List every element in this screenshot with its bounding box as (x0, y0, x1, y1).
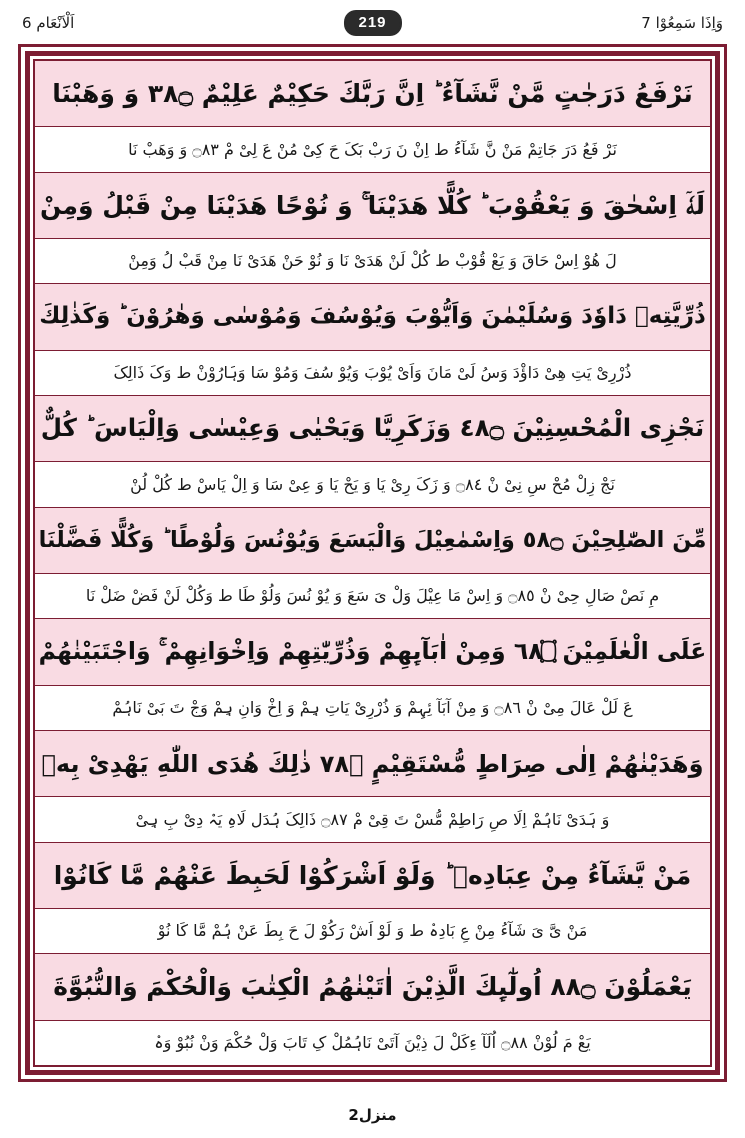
verses-container (33, 59, 712, 1067)
ayah-block (35, 61, 710, 173)
transliteration-line (35, 574, 710, 618)
arabic-text: لَهٗۤ اِسْحٰقَ وَ يَعْقُوْبَ ؕ كُلًّا هَدَيْنَا ۚ وَ نُوْحًا هَدَيْنَا مِنْ قَبْلُ وَمِنْ (39, 190, 706, 220)
arabic-text: نَجْزِى الْمُحْسِنِيْنَ ۝٨٤ وَزَكَرِيَّا وَيَحْيٰى وَعِيْسٰى وَاِلْيَاسَ ؕ كُلٌّ (40, 413, 705, 443)
arabic-line (35, 396, 710, 462)
page-number-badge: 219 (345, 12, 399, 34)
ayah-block (35, 954, 710, 1065)
ayah-block (35, 731, 710, 843)
transliteration-line (35, 909, 710, 953)
arabic-line (35, 61, 710, 127)
ayah-block (35, 508, 710, 620)
ayah-block (35, 284, 710, 396)
arabic-line (35, 843, 710, 909)
header-surah-label: اَلْاَنْعَام 6 (22, 14, 75, 32)
arabic-text: مِّنَ الصّٰلِحِيْنَ ۝٨٥ وَاِسْمٰعِيْلَ وَالْيَسَعَ وَيُوْنُسَ وَلُوْطًا ؕ وَكُلًّا فَضَّلْنَا (38, 527, 707, 554)
ayah-block (35, 173, 710, 285)
transliteration-text: نَجْ زِلْ مُحْ سِ نِیْ نْ ۝٨٤ وَ زَکَ رِیْ یَا وَ یَحْ یَا وَ عِیْ سَا وَ اِلْ یَاسْ ط کُلْ لُنْ (130, 474, 615, 494)
arabic-text: يَعْمَلُوْنَ ۝٨٨ اُولٰٓىِٕكَ الَّذِيْنَ اٰتَيْنٰهُمُ الْكِتٰبَ وَالْحُكْمَ وَالنُّبُوَّةَ (53, 972, 692, 1002)
transliteration-text: وَ ہَدَیْ نَاہُمْ اِلَا صِ رَاطِمْ مُّسْ تَ قِیْ مْ ۝٨٧ ذَالِکَ ہُدَل لَاہِ یَہْ دِیْ بِ ہِیْ (135, 809, 610, 829)
arabic-line (35, 173, 710, 239)
transliteration-text: ذُرْرِیْ یَتِ هِیْ دَاؤْدَ وَسُ لَیْ مَانَ وَاَیْ یُوْبَ وَیُوْ سُفَ وَمُوْ سَا وَہَارُوْنْ ط وَکَ ذَالِکَ (113, 363, 632, 383)
transliteration-text: مِ نَصْ صَالِ حِیْ نْ ۝٨٥ وَ اِسْ مَا عِیْلَ وَلْ یَ سَعَ وَ یُوْ نُسَ وَلُوْ طَا ط وَکُلْ لَنْ فَضْ ضَلْ نَا (85, 586, 660, 606)
transliteration-text: نَرْ فَعُ دَرَ جَاتِمْ مَنْ نَّ شَآءُ ط اِنْ نَ رَبْ بَکَ حَ کِیْ مُنْ عَ لِیْ مْ ۝٨٣ وَ وَهَبْ نَا (128, 139, 617, 159)
manzil-label: منزل2 (348, 1106, 397, 1124)
ayah-block (35, 396, 710, 508)
transliteration-line (35, 462, 710, 506)
ayah-block (35, 843, 710, 955)
arabic-text: عَلَى الْعٰلَمِيْنَ ۝٨٦ وَمِنْ اٰبَآىِٕهِمْ وَذُرِّيّٰتِهِمْ وَاِخْوَانِهِمْ ۚ وَاجْتَبَيْنٰهُمْ (38, 637, 707, 666)
transliteration-text: لَ هُوْ اِسْ حَاقَ وَ يَعْ قُوْبْ ط کُلْ لَنْ هَدَیْ نَا وَ نُوْ حَنْ هَدَیْ نَا مِنْ قَبْ لُ وَمِنْ (128, 251, 617, 271)
arabic-line (35, 954, 710, 1020)
header-juz-label: وَاِذَا سَمِعُوْا 7 (641, 14, 723, 32)
decorative-frame-outer (18, 44, 727, 1082)
transliteration-text: مَنْ یَّ یَ شَآءُ مِنْ عِ بَادِہْ ط وَ لَوْ اَشْ رَکُوْ لَ حَ بِطَ عَنْ ہُمْ مَّا کَا نُوْ (157, 921, 588, 941)
transliteration-line (35, 797, 710, 841)
ayah-block (35, 619, 710, 731)
transliteration-line (35, 1021, 710, 1065)
transliteration-line (35, 239, 710, 283)
arabic-line (35, 284, 710, 350)
transliteration-line (35, 351, 710, 395)
arabic-text: نَرْفَعُ دَرَجٰتٍ مَّنْ نَّشَآءُ ؕ اِنَّ رَبَّكَ حَكِيْمٌ عَلِيْمٌ ۝٨٣ وَ وَهَبْنَا (52, 78, 693, 108)
arabic-line (35, 508, 710, 574)
transliteration-text: عَ لَلْ عَالَ مِیْ نْ ۝٨٦ وَ مِنْ آبَآ ئِہِمْ وَ ذُرْرِیْ یَاتِ ہِمْ وَ اِخْ وَانِ ہِمْ وَجْ تَ بَیْ نَاہُمْ (112, 698, 633, 718)
transliteration-line (35, 127, 710, 171)
arabic-text: مَنْ يَّشَآءُ مِنْ عِبَادِهٖ ؕ وَلَوْ اَشْرَكُوْا لَحَبِطَ عَنْهُمْ مَّا كَانُوْا (53, 860, 692, 890)
arabic-line (35, 731, 710, 797)
transliteration-line (35, 686, 710, 730)
page-header (22, 6, 723, 40)
arabic-line (35, 619, 710, 685)
page-footer (0, 1106, 745, 1124)
arabic-text: ذُرِّيَّتِهٖ دَاوٗدَ وَسُلَيْمٰنَ وَاَيُّوْبَ وَيُوْسُفَ وَمُوْسٰى وَهٰرُوْنَ ؕ وَكَذٰلِكَ (39, 303, 706, 330)
arabic-text: وَهَدَيْنٰهُمْ اِلٰى صِرَاطٍ مُّسْتَقِيْمٍ ۝٨٧ ذٰلِكَ هُدَى اللّٰهِ يَهْدِىْ بِهٖ (41, 749, 704, 778)
transliteration-text: یَعْ مَ لُوْنْ ۝٨٨ اُلَآ ءِکَلْ لَ ذِیْنَ آتَیْ نَاہُمُلْ کِ تَابَ وَلْ حُکْمَ وَنْ نُبُوْ وَہْ (154, 1033, 591, 1053)
